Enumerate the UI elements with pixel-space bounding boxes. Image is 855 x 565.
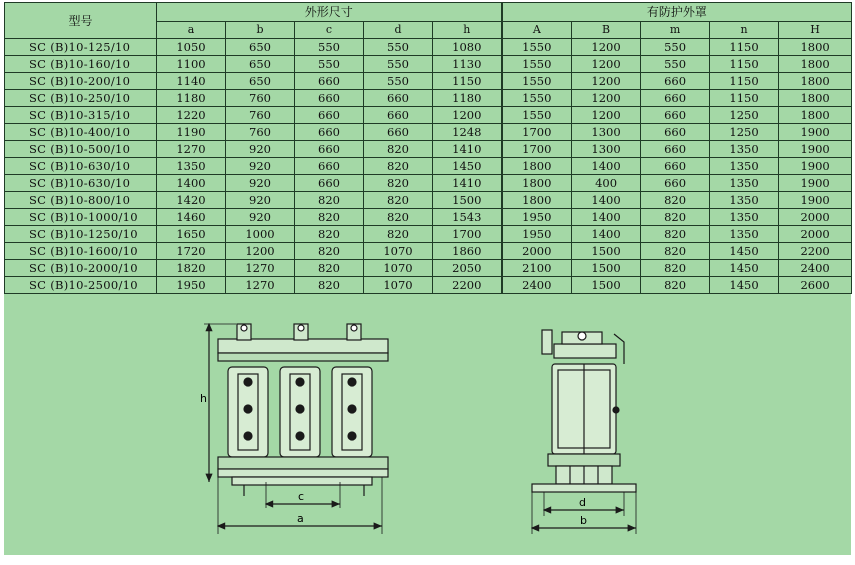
value-cell-c: 820 (295, 209, 364, 226)
table-row (5, 158, 852, 175)
value-cell-h: 1080 (433, 39, 502, 56)
dim-label-c: c (298, 490, 305, 503)
model-cell: SC (B)10-160/10 (5, 56, 157, 73)
value-cell-b: 650 (226, 73, 295, 90)
model-cell: SC (B)10-315/10 (5, 107, 157, 124)
value-cell-n: 1350 (710, 158, 779, 175)
value-cell-n: 1350 (710, 175, 779, 192)
dim-label-a: a (297, 512, 304, 525)
value-cell-b: 1270 (226, 260, 295, 277)
value-cell-m: 820 (641, 192, 710, 209)
value-cell-h: 1450 (433, 158, 502, 175)
column-header-h: h (433, 22, 502, 39)
value-cell-A: 1950 (502, 226, 572, 243)
dim-label-b: b (580, 514, 587, 527)
table-row (5, 226, 852, 243)
value-cell-H: 1900 (779, 175, 852, 192)
value-cell-B: 400 (572, 175, 641, 192)
enclosure-header: 有防护外罩 (502, 3, 852, 22)
value-cell-a: 1190 (157, 124, 226, 141)
model-cell: SC (B)10-1250/10 (5, 226, 157, 243)
value-cell-h: 1410 (433, 175, 502, 192)
value-cell-m: 660 (641, 90, 710, 107)
value-cell-n: 1450 (710, 260, 779, 277)
value-cell-b: 1200 (226, 243, 295, 260)
value-cell-c: 660 (295, 90, 364, 107)
value-cell-h: 1410 (433, 141, 502, 158)
value-cell-h: 1200 (433, 107, 502, 124)
value-cell-d: 820 (364, 226, 433, 243)
value-cell-n: 1450 (710, 277, 779, 294)
value-cell-m: 820 (641, 277, 710, 294)
column-header-B: B (572, 22, 641, 39)
value-cell-a: 1820 (157, 260, 226, 277)
model-cell: SC (B)10-630/10 (5, 175, 157, 192)
value-cell-a: 1950 (157, 277, 226, 294)
value-cell-c: 660 (295, 175, 364, 192)
value-cell-H: 1900 (779, 158, 852, 175)
value-cell-m: 820 (641, 243, 710, 260)
value-cell-a: 1420 (157, 192, 226, 209)
value-cell-b: 760 (226, 107, 295, 124)
column-header-n: n (710, 22, 779, 39)
value-cell-b: 650 (226, 56, 295, 73)
value-cell-H: 2400 (779, 260, 852, 277)
value-cell-d: 820 (364, 141, 433, 158)
value-cell-b: 920 (226, 175, 295, 192)
column-header-d: d (364, 22, 433, 39)
value-cell-A: 2000 (502, 243, 572, 260)
model-cell: SC (B)10-2500/10 (5, 277, 157, 294)
table-row (5, 73, 852, 90)
value-cell-a: 1140 (157, 73, 226, 90)
value-cell-B: 1200 (572, 39, 641, 56)
value-cell-H: 2600 (779, 277, 852, 294)
value-cell-m: 660 (641, 73, 710, 90)
value-cell-H: 2200 (779, 243, 852, 260)
value-cell-m: 660 (641, 158, 710, 175)
value-cell-H: 2000 (779, 209, 852, 226)
value-cell-H: 1800 (779, 56, 852, 73)
value-cell-c: 820 (295, 243, 364, 260)
value-cell-d: 820 (364, 175, 433, 192)
value-cell-c: 660 (295, 107, 364, 124)
value-cell-H: 1800 (779, 73, 852, 90)
value-cell-a: 1350 (157, 158, 226, 175)
dim-label-h: h (200, 392, 207, 405)
value-cell-b: 760 (226, 124, 295, 141)
value-cell-n: 1350 (710, 226, 779, 243)
table-row (5, 175, 852, 192)
value-cell-c: 820 (295, 192, 364, 209)
value-cell-A: 1800 (502, 192, 572, 209)
value-cell-d: 550 (364, 73, 433, 90)
model-cell: SC (B)10-125/10 (5, 39, 157, 56)
value-cell-d: 820 (364, 192, 433, 209)
model-cell: SC (B)10-400/10 (5, 124, 157, 141)
model-cell: SC (B)10-1000/10 (5, 209, 157, 226)
value-cell-A: 1950 (502, 209, 572, 226)
value-cell-n: 1350 (710, 192, 779, 209)
value-cell-A: 1550 (502, 73, 572, 90)
value-cell-m: 820 (641, 260, 710, 277)
column-header-a: a (157, 22, 226, 39)
value-cell-a: 1650 (157, 226, 226, 243)
value-cell-d: 660 (364, 107, 433, 124)
value-cell-n: 1350 (710, 141, 779, 158)
value-cell-n: 1150 (710, 90, 779, 107)
value-cell-h: 1248 (433, 124, 502, 141)
value-cell-a: 1220 (157, 107, 226, 124)
value-cell-h: 1180 (433, 90, 502, 107)
value-cell-B: 1500 (572, 260, 641, 277)
front-view-drawing (204, 324, 388, 534)
value-cell-H: 1800 (779, 107, 852, 124)
value-cell-B: 1300 (572, 124, 641, 141)
value-cell-c: 820 (295, 226, 364, 243)
table-row (5, 124, 852, 141)
table-row (5, 56, 852, 73)
value-cell-m: 820 (641, 209, 710, 226)
value-cell-c: 660 (295, 124, 364, 141)
value-cell-c: 820 (295, 277, 364, 294)
table-body (5, 39, 852, 294)
value-cell-h: 2050 (433, 260, 502, 277)
value-cell-H: 1800 (779, 90, 852, 107)
table-row (5, 243, 852, 260)
value-cell-A: 1550 (502, 56, 572, 73)
column-header-c: c (295, 22, 364, 39)
model-cell: SC (B)10-2000/10 (5, 260, 157, 277)
value-cell-d: 820 (364, 209, 433, 226)
value-cell-c: 660 (295, 158, 364, 175)
value-cell-m: 660 (641, 141, 710, 158)
table-row (5, 39, 852, 56)
value-cell-B: 1200 (572, 90, 641, 107)
model-cell: SC (B)10-500/10 (5, 141, 157, 158)
value-cell-d: 1070 (364, 243, 433, 260)
value-cell-a: 1720 (157, 243, 226, 260)
value-cell-b: 920 (226, 209, 295, 226)
value-cell-A: 1550 (502, 39, 572, 56)
outline-dimensions-header: 外形尺寸 (157, 3, 502, 22)
column-header-H: H (779, 22, 852, 39)
table-row (5, 90, 852, 107)
value-cell-A: 1700 (502, 124, 572, 141)
value-cell-c: 550 (295, 39, 364, 56)
value-cell-h: 1700 (433, 226, 502, 243)
value-cell-B: 1500 (572, 277, 641, 294)
spec-sheet (4, 2, 851, 555)
value-cell-h: 1860 (433, 243, 502, 260)
value-cell-b: 920 (226, 158, 295, 175)
table-row (5, 141, 852, 158)
value-cell-m: 660 (641, 124, 710, 141)
value-cell-d: 820 (364, 158, 433, 175)
value-cell-a: 1460 (157, 209, 226, 226)
model-cell: SC (B)10-200/10 (5, 73, 157, 90)
value-cell-d: 1070 (364, 277, 433, 294)
value-cell-n: 1350 (710, 209, 779, 226)
value-cell-n: 1150 (710, 39, 779, 56)
value-cell-m: 820 (641, 226, 710, 243)
value-cell-a: 1050 (157, 39, 226, 56)
value-cell-A: 1700 (502, 141, 572, 158)
value-cell-h: 2200 (433, 277, 502, 294)
value-cell-d: 550 (364, 56, 433, 73)
value-cell-H: 1800 (779, 39, 852, 56)
value-cell-b: 920 (226, 141, 295, 158)
column-header-A: A (502, 22, 572, 39)
value-cell-A: 2400 (502, 277, 572, 294)
value-cell-A: 2100 (502, 260, 572, 277)
value-cell-h: 1500 (433, 192, 502, 209)
value-cell-B: 1200 (572, 107, 641, 124)
value-cell-b: 760 (226, 90, 295, 107)
value-cell-B: 1500 (572, 243, 641, 260)
table-row (5, 260, 852, 277)
value-cell-a: 1100 (157, 56, 226, 73)
value-cell-h: 1150 (433, 73, 502, 90)
value-cell-b: 1000 (226, 226, 295, 243)
value-cell-B: 1400 (572, 226, 641, 243)
value-cell-c: 550 (295, 56, 364, 73)
value-cell-c: 660 (295, 73, 364, 90)
value-cell-A: 1550 (502, 107, 572, 124)
value-cell-B: 1400 (572, 158, 641, 175)
value-cell-c: 820 (295, 260, 364, 277)
value-cell-n: 1450 (710, 243, 779, 260)
value-cell-d: 550 (364, 39, 433, 56)
column-header-m: m (641, 22, 710, 39)
value-cell-b: 1270 (226, 277, 295, 294)
column-header-b: b (226, 22, 295, 39)
model-cell: SC (B)10-250/10 (5, 90, 157, 107)
value-cell-B: 1300 (572, 141, 641, 158)
value-cell-A: 1800 (502, 175, 572, 192)
value-cell-H: 1900 (779, 141, 852, 158)
value-cell-B: 1400 (572, 192, 641, 209)
model-header: 型号 (5, 3, 157, 39)
model-cell: SC (B)10-800/10 (5, 192, 157, 209)
table-row (5, 192, 852, 209)
value-cell-d: 1070 (364, 260, 433, 277)
value-cell-d: 660 (364, 90, 433, 107)
value-cell-a: 1400 (157, 175, 226, 192)
value-cell-c: 660 (295, 141, 364, 158)
model-cell: SC (B)10-1600/10 (5, 243, 157, 260)
value-cell-A: 1550 (502, 90, 572, 107)
value-cell-m: 550 (641, 56, 710, 73)
value-cell-H: 1900 (779, 192, 852, 209)
value-cell-m: 660 (641, 175, 710, 192)
table-row (5, 107, 852, 124)
value-cell-d: 660 (364, 124, 433, 141)
value-cell-m: 550 (641, 39, 710, 56)
dim-label-d: d (579, 496, 586, 509)
value-cell-h: 1543 (433, 209, 502, 226)
value-cell-H: 1900 (779, 124, 852, 141)
value-cell-A: 1800 (502, 158, 572, 175)
value-cell-B: 1200 (572, 73, 641, 90)
value-cell-m: 660 (641, 107, 710, 124)
transformer-outline-drawings (4, 312, 851, 555)
value-cell-B: 1400 (572, 209, 641, 226)
table-row (5, 277, 852, 294)
value-cell-a: 1180 (157, 90, 226, 107)
value-cell-a: 1270 (157, 141, 226, 158)
value-cell-n: 1250 (710, 124, 779, 141)
value-cell-h: 1130 (433, 56, 502, 73)
value-cell-n: 1150 (710, 56, 779, 73)
value-cell-n: 1250 (710, 107, 779, 124)
value-cell-B: 1200 (572, 56, 641, 73)
value-cell-b: 920 (226, 192, 295, 209)
table-row (5, 209, 852, 226)
model-cell: SC (B)10-630/10 (5, 158, 157, 175)
value-cell-n: 1150 (710, 73, 779, 90)
value-cell-H: 2000 (779, 226, 852, 243)
dimension-table (4, 2, 852, 294)
value-cell-b: 650 (226, 39, 295, 56)
